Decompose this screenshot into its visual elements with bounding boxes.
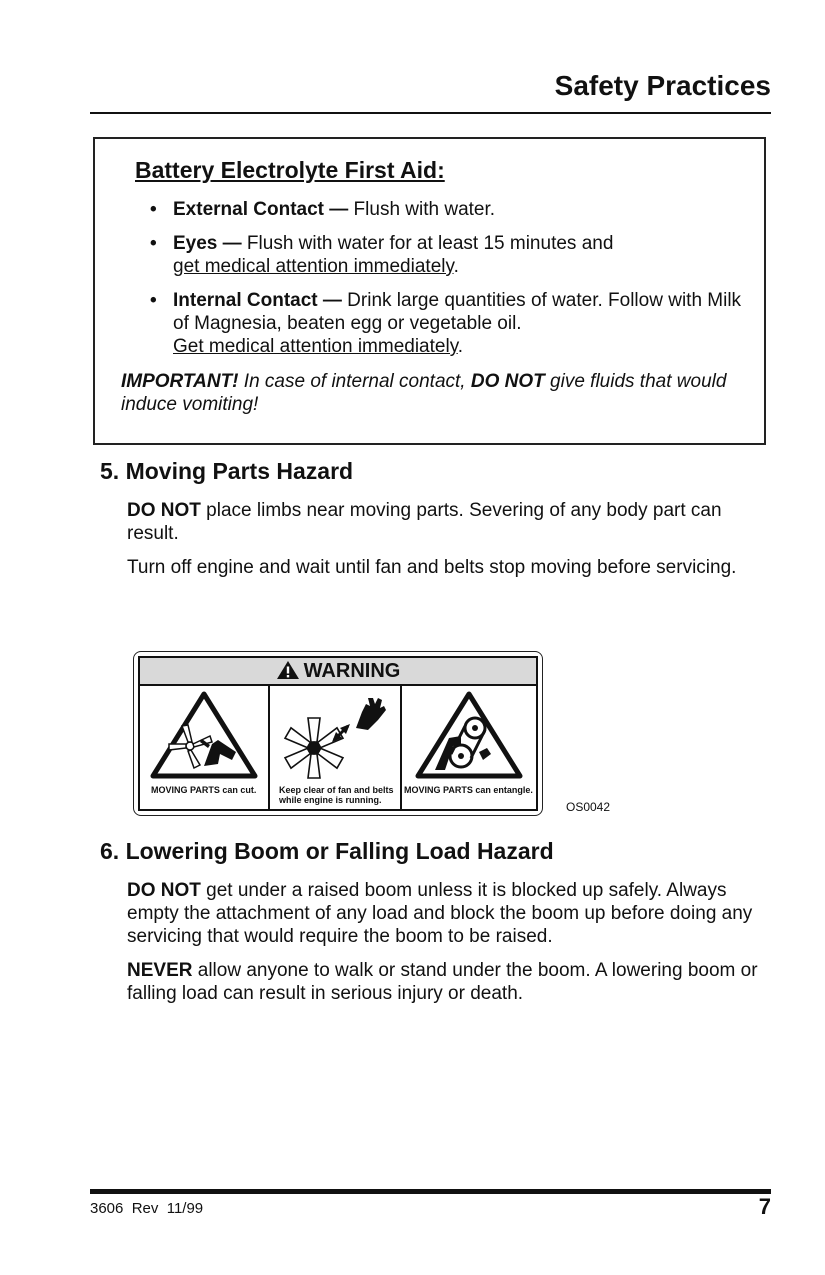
header-rule [90,112,771,114]
first-aid-item: • External Contact — Flush with water. [148,198,748,221]
document-revision: 3606 Rev 11/99 [90,1200,204,1217]
panel-caption: MOVING PARTS can cut. [151,785,257,795]
footer-rule [90,1189,771,1194]
fan-cut-hand-icon [148,690,260,782]
first-aid-title: Battery Electrolyte First Aid: [135,157,445,183]
section-6-paragraph-1: DO NOT get under a raised boom unless it is blocked up safely. Always empty the attachment of any load and block the boom up before doing any servicing that would require the boom to be raised. [127,880,753,947]
belt-entangle-icon [413,690,525,782]
section-6-heading: 6. Lowering Boom or Falling Load Hazard [100,838,554,864]
first-aid-item: • Internal Contact — Drink large quantities of water. Follow with Milk of Magnesia, beaten egg or vegetable oil. Get medical attention immediately. [148,289,748,358]
figure-reference: OS0042 [566,800,611,814]
first-aid-item: • Eyes — Flush with water for at least 15 minutes and get medical attention immediately. [148,232,748,278]
panel-caption: while engine is running. [279,795,382,805]
fan-keep-clear-icon [280,690,392,782]
warning-triangle-icon [276,660,300,680]
panel-divider [400,686,402,810]
page-title: Safety Practices [554,70,771,101]
panel-divider [268,686,270,810]
first-aid-list [148,198,748,369]
page-number: 7 [758,1194,771,1219]
important-note: IMPORTANT! In case of internal contact, DO NOT give fluids that would induce vomiting! [121,371,727,415]
warning-label-header: WARNING [140,658,536,686]
section-5-paragraph-2: Turn off engine and wait until fan and belts stop moving before servicing. [127,557,737,578]
section-5-heading: 5. Moving Parts Hazard [100,458,354,484]
panel-caption: Keep clear of fan and belts [279,785,394,795]
panel-caption: MOVING PARTS can entangle. [404,785,533,795]
section-6-paragraph-2: NEVER allow anyone to walk or stand under the boom. A lowering boom or falling load can result in serious injury or death. [127,960,758,1004]
section-5-paragraph-1: DO NOT place limbs near moving parts. Severing of any body part can result. [127,500,722,544]
